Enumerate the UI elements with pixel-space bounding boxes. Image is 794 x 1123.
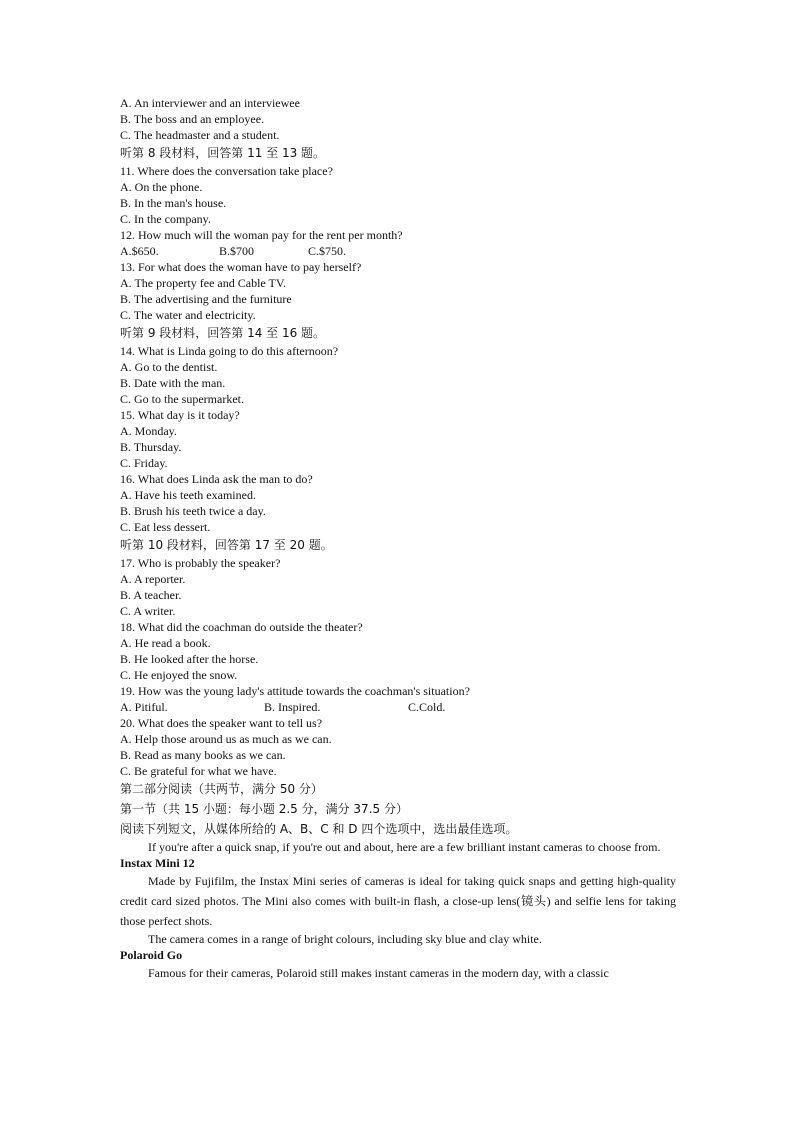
q15-option-c: C. Friday. xyxy=(120,456,168,470)
q13-option-a: A. The property fee and Cable TV. xyxy=(120,276,286,290)
q14-option-b: B. Date with the man. xyxy=(120,376,226,390)
camera1-title: Instax Mini 12 xyxy=(120,856,195,870)
q15-option-a: A. Monday. xyxy=(120,424,177,438)
q13-stem: 13. For what does the woman have to pay herself? xyxy=(120,260,362,274)
passage-intro: If you're after a quick snap, if you're out and about, here are a few brilliant instant cameras to choose from. xyxy=(148,840,661,854)
q15-stem: 15. What day is it today? xyxy=(120,408,240,422)
q10-option-c: C. The headmaster and a student. xyxy=(120,128,280,142)
q14-option-a: A. Go to the dentist. xyxy=(120,360,218,374)
q12-option-b: B.$700 xyxy=(219,244,255,258)
q11-stem: 11. Where does the conversation take place? xyxy=(120,164,333,178)
part2-header: 第二部分阅读（共两节，满分 50 分） xyxy=(120,782,323,796)
section9-header: 听第 9 段材料，回答第 14 至 16 题。 xyxy=(120,326,326,340)
q16-option-b: B. Brush his teeth twice a day. xyxy=(120,504,266,518)
q11-option-b: B. In the man's house. xyxy=(120,196,227,210)
q19-options xyxy=(120,699,676,715)
q18-option-a: A. He read a book. xyxy=(120,636,211,650)
q20-stem: 20. What does the speaker want to tell us? xyxy=(120,716,323,730)
q18-option-b: B. He looked after the horse. xyxy=(120,652,259,666)
q17-option-b: B. A teacher. xyxy=(120,588,182,602)
camera1-paragraph-1: Made by Fujifilm, the Instax Mini series of cameras is ideal for taking quick snaps and getting high-quality credit card sized photos. The Mini also comes with built-in flash, a close-up lens(镜头) and selfie lens for taking those perfect shots. xyxy=(120,874,676,928)
q17-option-c: C. A writer. xyxy=(120,604,176,618)
q16-stem: 16. What does Linda ask the man to do? xyxy=(120,472,313,486)
camera1-paragraph-2: The camera comes in a range of bright colours, including sky blue and clay white. xyxy=(148,932,542,946)
q12-stem: 12. How much will the woman pay for the rent per month? xyxy=(120,228,403,242)
section8-header: 听第 8 段材料，回答第 11 至 13 题。 xyxy=(120,146,326,160)
q13-option-b: B. The advertising and the furniture xyxy=(120,292,292,306)
section10-header: 听第 10 段材料，回答第 17 至 20 题。 xyxy=(120,538,333,552)
q18-stem: 18. What did the coachman do outside the theater? xyxy=(120,620,363,634)
q19-option-a: A. Pitiful. xyxy=(120,700,168,714)
q20-option-c: C. Be grateful for what we have. xyxy=(120,764,277,778)
q11-option-a: A. On the phone. xyxy=(120,180,203,194)
q20-option-b: B. Read as many books as we can. xyxy=(120,748,286,762)
q14-option-c: C. Go to the supermarket. xyxy=(120,392,244,406)
q20-option-a: A. Help those around us as much as we can. xyxy=(120,732,332,746)
q10-option-a: A. An interviewer and an interviewee xyxy=(120,96,300,110)
q13-option-c: C. The water and electricity. xyxy=(120,308,256,322)
q17-option-a: A. A reporter. xyxy=(120,572,186,586)
document-page xyxy=(120,95,676,983)
q16-option-c: C. Eat less dessert. xyxy=(120,520,211,534)
q10-option-b: B. The boss and an employee. xyxy=(120,112,265,126)
q15-option-b: B. Thursday. xyxy=(120,440,182,454)
camera2-paragraph-1: Famous for their cameras, Polaroid still makes instant cameras in the modern day, with a classic xyxy=(148,966,609,980)
q19-option-c: C.Cold. xyxy=(408,700,446,714)
q11-option-c: C. In the company. xyxy=(120,212,211,226)
part2-section1-header: 第一节（共 15 小题：每小题 2.5 分，满分 37.5 分） xyxy=(120,802,408,816)
q14-stem: 14. What is Linda going to do this afternoon? xyxy=(120,344,339,358)
reading-instruction: 阅读下列短文，从媒体所给的 A、B、C 和 D 四个选项中，选出最佳选项。 xyxy=(120,822,518,836)
q12-options xyxy=(120,243,676,259)
q12-option-a: A.$650. xyxy=(120,244,159,258)
q18-option-c: C. He enjoyed the snow. xyxy=(120,668,238,682)
q16-option-a: A. Have his teeth examined. xyxy=(120,488,256,502)
camera2-title: Polaroid Go xyxy=(120,948,183,962)
q19-option-b: B. Inspired. xyxy=(264,700,321,714)
q17-stem: 17. Who is probably the speaker? xyxy=(120,556,281,570)
q12-option-c: C.$750. xyxy=(308,244,347,258)
q19-stem: 19. How was the young lady's attitude towards the coachman's situation? xyxy=(120,684,470,698)
